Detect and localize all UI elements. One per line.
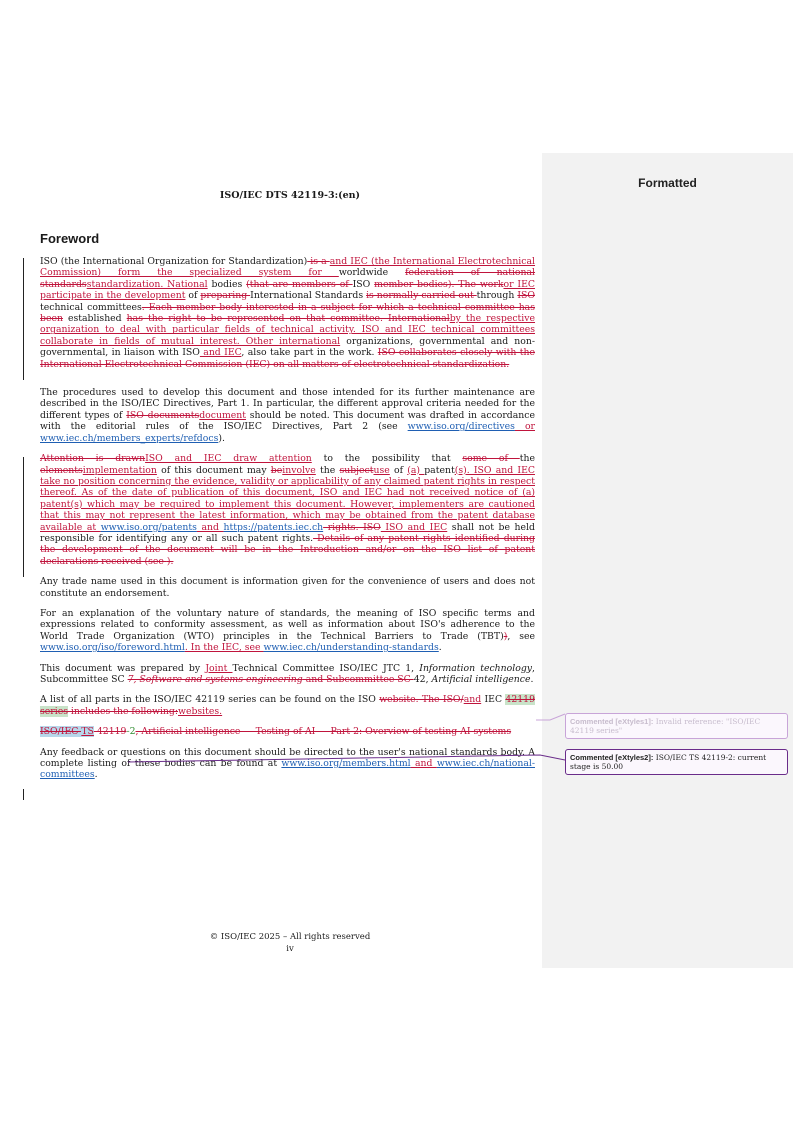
paragraph-7: A list of all parts in the ISO/IEC 42119 series can be found on the ISO website. The ISO/and IEC 42119 series includes the following:websites. [40, 694, 535, 717]
link-iso-patents[interactable]: www.iso.org/patents [100, 521, 197, 533]
paragraph-5: For an explanation of the voluntary nature of standards, the meaning of ISO specific terms and expressions related to conformity assessment, as well as information about ISO's adherence to the World Trade Organization (WTO) principles in the Technical Barriers to Trade (TBT)), see www.iso.org/iso/foreword.html. In the IEC, see www.iec.ch/understanding-standards. [40, 607, 536, 654]
section-heading: Foreword [40, 231, 100, 246]
paragraph-9: Any feedback or questions on this document should be directed to the user's national standards body. A complete listing of these bodies can be found at www.iso.org/members.html and www.iec.ch/national-committees. [40, 746, 535, 781]
page-number: iv [286, 944, 294, 954]
paragraph-8: ISO/IEC TS 42119-2, Artificial intelligence — Testing of AI — Part 2: Overview of testing AI systems [40, 726, 512, 738]
comment-card-active[interactable]: Commented [eXtyles2]: ISO/IEC TS 42119-2: current stage is 50.00 [565, 749, 788, 775]
link-iec-patents[interactable]: https://patents.iec.ch [223, 521, 324, 533]
link-iso-members[interactable]: www.iso.org/members.html [281, 758, 411, 770]
copyright-notice: © ISO/IEC 2025 – All rights reserved [209, 932, 371, 942]
link-iso-foreword[interactable]: www.iso.org/iso/foreword.html [40, 642, 185, 654]
link-iec-refdocs[interactable]: www.iec.ch/members_experts/refdocs [40, 432, 219, 444]
link-iso-directives[interactable]: www.iso.org/directives [407, 421, 515, 433]
page-footer [0, 931, 580, 955]
paragraph-2: The procedures used to develop this document and those intended for its further maintenance are described in the ISO/IEC Directives, Part 1. In particular, the different approval criteria needed for the different types of ISO documentsdocument should be noted. This document was drafted in accordance with the editorial rules of the ISO/IEC Directives, Part 2 (see www.iso.org/directives or www.iec.ch/members_experts/refdocs). [40, 387, 535, 444]
paragraph-6: This document was prepared by Joint Technical Committee ISO/IEC JTC 1, Information technology, Subcommittee SC 7, Software and systems engineering and Subcommittee SC 42, Artificial intelligence. [40, 662, 535, 685]
paragraph-4: Any trade name used in this document is information given for the convenience of users and does not constitute an endorsement. [40, 576, 535, 599]
document-header: ISO/IEC DTS 42119-3:(en) [219, 190, 361, 201]
link-iec-understanding[interactable]: www.iec.ch/understanding-standards [263, 642, 439, 654]
margin-title: Formatted [638, 176, 697, 190]
paragraph-1: ISO (the International Organization for Standardization) is a and IEC (the International Electrotechnical Commission) form the specialized system for worldwide federation of national standardsstandardization. National bodies (that are members of ISO member bodies). The workor IEC participate in the development of preparing International Standards is normally carried out through ISO technical committees. Each member body interested in a subject for which a technical committee has been established has the right to be represented on that committee. Internationalby the respective organization to deal with particular fields of technical activity. ISO and IEC technical committees collaborate in fields of mutual interest. Other international organizations, governmental and non-governmental, in liaison with ISO and IEC, also take part in the work. ISO collaborates closely with the International Electrotechnical Commission (IEC) on all matters of electrotechnical standardization. [40, 256, 536, 370]
paragraph-3: Attention is drawnISO and IEC draw attention to the possibility that some of the elementsimplementation of this document may beinvolve the subjectuse of (a) patent(s). ISO and IEC take no position concerning the evidence, validity or applicability of any claimed patent rights in respect thereof. As of the date of publication of this document, ISO and IEC had not received notice of (a) patent(s) which may be required to implement this document. However, implementers are cautioned that this may not represent the latest information, which may be obtained from the patent database available at www.iso.org/patents and https://patents.iec.ch rights. ISO ISO and IEC shall not be held responsible for identifying any or all such patent rights. Details of any patent rights identified during the development of the document will be in the Introduction and/or on the ISO list of patent declarations received (see ). [40, 453, 535, 567]
link-iec-national-committees[interactable]: www.iec.ch/national-committees [40, 758, 535, 781]
comment-card[interactable]: Commented [eXtyles1]: Invalid reference: "ISO/IEC 42119 series" [565, 713, 788, 739]
